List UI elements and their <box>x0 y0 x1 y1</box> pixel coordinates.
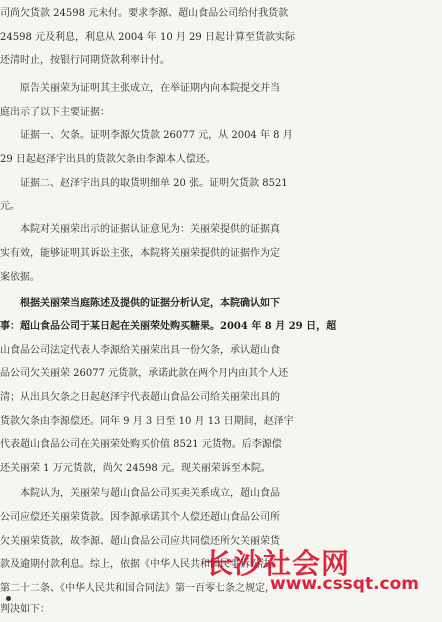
text-line: 代表超山食品公司在关丽荣处购买价值 8521 元货物。后李源偿 <box>0 439 282 450</box>
text-line: 品公司欠关丽荣 26077 元货款，承诺此款在两个月内由其个人还 <box>0 368 289 379</box>
text-line: 本院对关丽荣出示的证据认证意见为：关丽荣提供的证据真 <box>0 224 280 235</box>
text-line: 山食品公司法定代表人李源给关丽荣出具一份欠条，承认超山食 <box>0 345 280 356</box>
text-line: 第二十二条、《中华人民共和国合同法》第一百零七条之规定， <box>0 583 275 594</box>
text-line: 29 日起赵泽宇出具的货款欠条由李源本人偿还。 <box>0 154 216 165</box>
site-watermark: 长沙社会网 <box>205 547 351 580</box>
text-line: 款及逾期付款利息。综上，依据《中华人民共和国民事诉讼法》 <box>0 559 280 570</box>
text-line: 本院认为，关丽荣与超山食品公司买卖关系成立，超山食品 <box>0 488 280 499</box>
text-line: 原告关丽荣为证明其主张成立，在举证期内向本院提交并当 <box>0 83 280 94</box>
site-watermark-url: www.cssqt.com <box>270 574 420 594</box>
text-line: 根据关丽荣当庭陈述及提供的证据分析认定，本院确认如下 <box>0 298 280 309</box>
text-line: 事：超山食品公司于某日起在关丽荣处购买糖果。2004 年 8 月 29 日，超 <box>0 321 337 332</box>
text-line: 案依据。 <box>0 272 40 283</box>
text-line: 清；从出具欠条之日起赵泽宇代表超山食品公司给关丽荣出具的 <box>0 392 280 403</box>
text-line: 证据一、欠条。证明李源欠货款 26077 元，从 2004 年 8 月 <box>0 130 293 141</box>
text-line: 实有效，能够证明其诉讼主张，本院将关丽荣提供的证据作为定 <box>0 248 280 259</box>
text-line: 公司应偿还关丽荣货款。因李源承诺其个人偿还超山食品公司所 <box>0 512 280 523</box>
text-line: 还清时止，按银行同期贷款利率计付。 <box>0 55 170 66</box>
scan-speck <box>6 596 11 601</box>
text-line: 还关丽荣 1 万元货款，尚欠 24598 元。现关丽荣诉至本院。 <box>0 463 271 474</box>
text-line: 庭出示了以下主要证据： <box>0 107 110 118</box>
text-line: 欠关丽荣货款，故李源、超山食品公司应共同偿还所欠关丽荣货 <box>0 536 280 547</box>
text-line: 司尚欠货款 24598 元未付。要求李源、超山食品公司给付我货款 <box>0 8 289 19</box>
text-line: 证据二、赵泽宇出具的取货明细单 20 张。证明欠货款 8521 <box>0 178 288 189</box>
text-line: 24598 元及利息，利息从 2004 年 10 月 29 日起计算至货款实际 <box>0 32 295 43</box>
text-line: 货款欠条由李源偿还。同年 9 月 3 日至 10 月 13 日期间，赵泽宇 <box>0 416 294 427</box>
text-line: 元。 <box>0 201 20 212</box>
text-line: 判决如下： <box>0 604 50 615</box>
